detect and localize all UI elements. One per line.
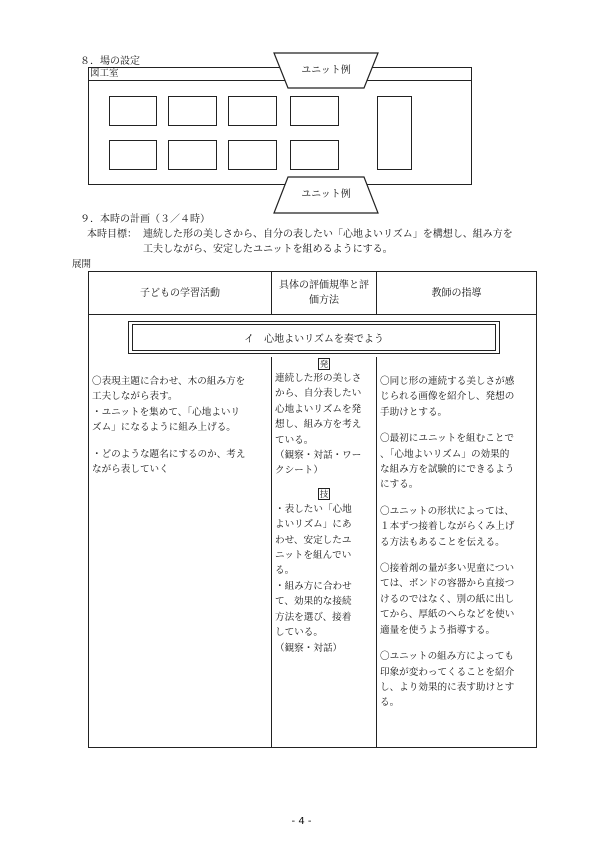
room-label: 図工室 xyxy=(90,68,119,79)
header-activities-text: 子どもの学習活動 xyxy=(140,287,220,299)
activity-line: ズム」になるように組み上げる。 xyxy=(92,422,236,434)
guidance-line: 適量を使うよう指導する。 xyxy=(380,624,496,636)
evaluation-line: よいリズム」にあ xyxy=(275,519,352,531)
teacher-guidance-text xyxy=(377,372,536,711)
page-number: - 4 - xyxy=(291,816,312,827)
evaluation-line: て、効果的な接続 xyxy=(275,596,352,608)
evaluation-cell xyxy=(272,357,377,748)
activities-cell xyxy=(89,357,272,748)
guidance-line: 印象が変わってくることを紹介 xyxy=(380,666,515,678)
banner-row xyxy=(89,315,537,358)
evaluation-line: している。 xyxy=(275,627,323,639)
badge-gijutsu: 技 xyxy=(319,489,329,500)
table-content-row xyxy=(89,357,537,748)
evaluation-line: る。 xyxy=(275,565,295,577)
guidance-line: にする。 xyxy=(380,479,419,491)
header-teacher-guidance xyxy=(377,272,537,315)
goal-text-line1: 連続した形の美しさから、自分の表したい「心地よいリズム」を構想し、組み方を xyxy=(143,229,513,240)
banner-title: イ 心地よいリズムを奏でよう xyxy=(132,324,496,351)
guidance-line: な組み方を試験的にできるよう xyxy=(380,464,515,476)
side-table xyxy=(377,96,412,170)
header-activities xyxy=(89,272,272,315)
guidance-line: 〇接着剤の量が多い児童につい xyxy=(380,563,515,575)
desk xyxy=(109,140,157,170)
section8-heading: ８．場の設定 xyxy=(80,56,140,67)
guidance-line: し、より効果的に表す助けとす xyxy=(380,681,515,693)
goal-label: 本時目標： xyxy=(87,229,137,240)
evaluation-line: ・組み方に合わせ xyxy=(275,580,352,592)
badge-hassou: 発 xyxy=(319,360,329,370)
guidance-line: けるのではなく、別の紙に出し xyxy=(380,593,515,605)
evaluation-line: 心地よいリズムを発 xyxy=(275,403,362,415)
activity-line: ・ユニットを集めて、「心地よいリ xyxy=(92,406,241,418)
guidance-line: 手助けとする。 xyxy=(380,406,448,418)
desk xyxy=(228,96,277,126)
guidance-line: てから、厚紙のへらなどを使い xyxy=(380,609,515,621)
desk xyxy=(228,140,277,170)
activity-line: 工夫しながら表す。 xyxy=(92,391,178,403)
header-evaluation-line2: 価方法 xyxy=(309,295,339,306)
unit-example-top xyxy=(273,52,379,89)
evaluation-line: わせ、安定したユ xyxy=(275,534,352,546)
unit-example-bottom-label: ユニット例 xyxy=(301,189,351,200)
evaluation-line: クシート） xyxy=(275,465,323,477)
desk xyxy=(168,140,217,170)
header-evaluation-line1: 具体の評価規準と評 xyxy=(279,280,369,291)
evaluation-line: 連続した形の美しさ xyxy=(275,373,362,384)
guidance-line: じられる画像を紹介し、発想の xyxy=(380,391,515,403)
desk xyxy=(290,140,339,170)
table-header-row xyxy=(89,272,537,315)
guidance-line: １本ずつ接着しながらくみ上げ xyxy=(380,521,515,533)
desk xyxy=(168,96,217,126)
guidance-line: る。 xyxy=(380,697,400,709)
guidance-line: ては、ボンドの容器から直接つ xyxy=(380,578,515,590)
activity-line: 〇表現主題に合わせ、木の組み方を xyxy=(92,376,246,387)
activity-line: ながら表していく xyxy=(92,464,169,476)
teacher-guidance-cell xyxy=(377,357,537,748)
unit-example-bottom xyxy=(273,176,379,214)
evaluation-line: ニットを組んでい xyxy=(275,550,352,562)
section9-heading: ９．本時の計画（３／４時） xyxy=(80,214,210,225)
activities-text xyxy=(89,372,271,477)
goal-text-line2: 工夫しながら、安定したユニットを組めるようにする。 xyxy=(143,244,393,255)
evaluation-line: ている。 xyxy=(275,434,314,446)
evaluation-line: （観察・対話） xyxy=(275,642,343,654)
evaluation-line: （観察・対話・ワー xyxy=(275,450,362,462)
evaluation-line: 方法を選び、接着 xyxy=(275,611,352,623)
header-teacher-guidance-text: 教師の指導 xyxy=(431,287,482,299)
evaluation-line: から、自分表したい xyxy=(275,388,362,400)
evaluation-text-b xyxy=(272,500,376,656)
evaluation-line: 想し、組み方を考え xyxy=(275,419,362,431)
guidance-line: る方法もあることを伝える。 xyxy=(380,536,505,548)
banner-cell xyxy=(89,315,537,358)
tenkai-label: 展開 xyxy=(72,259,92,270)
activity-line: ・どのような題名にするのか、考え xyxy=(92,448,246,460)
guidance-line: 〇ユニットの形状によっては、 xyxy=(380,505,514,517)
evaluation-line: ・表したい「心地 xyxy=(275,503,352,515)
desk xyxy=(109,96,157,126)
lesson-plan-table xyxy=(88,271,537,748)
guidance-line: 〇最初にユニットを組むことで xyxy=(380,433,514,445)
guidance-line: 、「心地よいリズム」の効果的 xyxy=(380,448,510,460)
evaluation-text-a xyxy=(272,370,376,479)
desk xyxy=(290,96,339,126)
header-evaluation xyxy=(272,272,377,315)
guidance-line: 〇ユニットの組み方によっても xyxy=(380,651,514,663)
unit-example-top-label: ユニット例 xyxy=(301,65,351,76)
guidance-line: 〇同じ形の連続する美しさが感 xyxy=(380,376,515,387)
